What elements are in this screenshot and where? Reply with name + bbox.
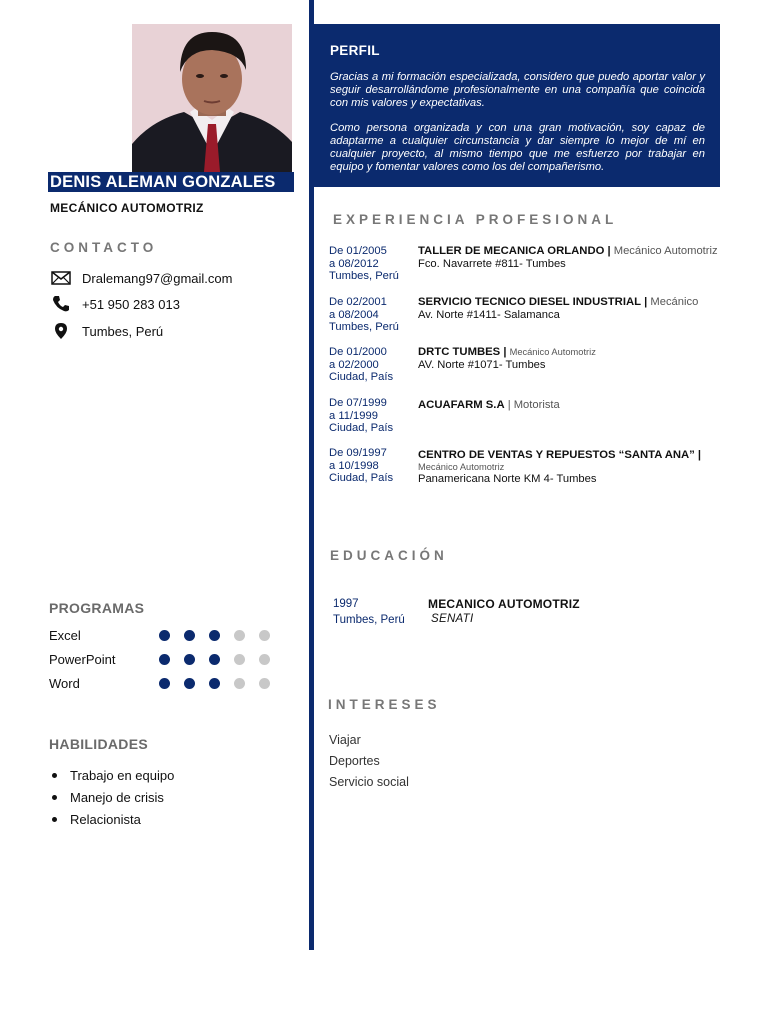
experience-place: Tumbes, Perú [329, 270, 399, 282]
separator: | [697, 449, 702, 461]
experience-place: Ciudad, País [329, 371, 394, 383]
program-rating [159, 630, 284, 641]
experience-start: De 01/2005 [329, 245, 387, 257]
rating-dot-filled [184, 654, 195, 665]
rating-dot-empty [234, 654, 245, 665]
contact-phone[interactable] [50, 296, 180, 312]
experience-start: De 07/1999 [329, 397, 387, 409]
rating-dot-filled [209, 630, 220, 641]
skill-item: Relacionista [52, 808, 174, 830]
rating-dot-filled [184, 630, 195, 641]
contact-heading: CONTACTO [50, 240, 158, 255]
experience-end: a 11/1999 [329, 409, 378, 422]
interest-item: Viajar [329, 733, 361, 747]
experience-end: a 08/2012 [329, 257, 379, 270]
program-label: Excel [49, 628, 81, 643]
program-row [49, 652, 284, 667]
contact-email[interactable] [50, 270, 232, 286]
skill-item: Trabajo en equipo [52, 764, 174, 786]
education-place: Tumbes, Perú [333, 613, 405, 626]
experience-start: De 09/1997 [329, 447, 387, 459]
interests-heading: INTERESES [328, 697, 441, 712]
separator: | [503, 346, 507, 358]
experience-place: Tumbes, Perú [329, 321, 399, 333]
skills-heading: HABILIDADES [49, 736, 148, 752]
rating-dot-filled [159, 654, 170, 665]
rating-dot-filled [184, 678, 195, 689]
rating-dot-empty [259, 630, 270, 641]
profile-photo [132, 24, 292, 172]
experience-end: a 02/2000 [329, 358, 379, 371]
rating-dot-filled [159, 630, 170, 641]
experience-role: Mecánico [650, 296, 699, 308]
interest-item: Deportes [329, 754, 380, 768]
contact-location-text: Tumbes, Perú [82, 323, 164, 339]
education-dates [333, 597, 405, 628]
education-heading: EDUCACIÓN [330, 548, 448, 563]
experience-dates [329, 397, 418, 435]
experience-dates [329, 346, 418, 384]
rating-dot-empty [259, 678, 270, 689]
profile-heading: PERFIL [330, 43, 380, 58]
rating-dot-empty [234, 678, 245, 689]
experience-body [418, 346, 739, 384]
separator: | [607, 245, 611, 257]
program-row [49, 628, 284, 643]
experience-address: Fco. Navarrete #811- Tumbes [418, 257, 566, 270]
experience-address: Panamericana Norte KM 4- Tumbes [418, 472, 597, 485]
profile-paragraph: Como persona organizada y con una gran motivación, soy capaz de adaptarme a cualquier circunstancia y dar siempre lo mejor de mí en cualquier proyecto, al mismo tiempo que me esfuerzo por trabajar en equipo y fomentar valores como los del compañerismo. [330, 122, 705, 173]
experience-dates [329, 296, 418, 334]
rating-dot-empty [259, 654, 270, 665]
program-label: PowerPoint [49, 652, 116, 667]
experience-place: Ciudad, País [329, 472, 394, 484]
contact-email-text: Dralemang97@gmail.com [82, 270, 233, 286]
education-year: 1997 [333, 598, 359, 610]
experience-address: AV. Norte #1071- Tumbes [418, 358, 546, 371]
experience-body [418, 245, 739, 283]
skill-item: Manejo de crisis [52, 786, 174, 808]
experience-place: Ciudad, País [329, 422, 394, 434]
experience-item [329, 447, 739, 485]
envelope-icon [50, 270, 72, 286]
experience-company: ACUAFARM S.A [418, 399, 505, 411]
experience-company: CENTRO DE VENTAS Y REPUESTOS “SANTA ANA” [418, 449, 695, 461]
experience-item [329, 397, 739, 435]
experience-dates [329, 447, 418, 485]
experience-company: DRTC TUMBES [418, 346, 501, 358]
skills-list [52, 764, 174, 830]
contact-location [50, 323, 163, 339]
rating-dot-filled [209, 678, 220, 689]
experience-start: De 02/2001 [329, 296, 387, 308]
program-label: Word [49, 676, 80, 691]
experience-end: a 10/1998 [329, 459, 379, 472]
experience-item [329, 245, 739, 283]
contact-phone-text: +51 950 283 013 [82, 296, 180, 312]
experience-item [329, 346, 739, 384]
programs-heading: PROGRAMAS [49, 600, 145, 616]
interest-item: Servicio social [329, 775, 409, 789]
job-title: MECÁNICO AUTOMOTRIZ [50, 201, 204, 215]
education-school: SENATI [431, 613, 474, 625]
program-rating [159, 678, 284, 689]
candidate-name: DENIS ALEMAN GONZALES [48, 172, 294, 192]
experience-item [329, 296, 739, 334]
separator: | [644, 296, 648, 308]
program-row [49, 676, 284, 691]
experience-end: a 08/2004 [329, 308, 379, 321]
rating-dot-empty [234, 630, 245, 641]
location-pin-icon [50, 323, 72, 339]
experience-role: Mecánico Automotriz [509, 347, 596, 357]
program-rating [159, 654, 284, 665]
experience-role: Mecánico Automotriz [418, 461, 505, 472]
experience-company: TALLER DE MECANICA ORLANDO [418, 245, 605, 257]
phone-icon [50, 296, 72, 312]
experience-heading: EXPERIENCIA PROFESIONAL [333, 212, 618, 227]
rating-dot-filled [209, 654, 220, 665]
experience-address: Av. Norte #1411- Salamanca [418, 308, 560, 321]
experience-body [418, 296, 739, 334]
experience-dates [329, 245, 418, 283]
experience-body [418, 447, 739, 485]
education-title: MECANICO AUTOMOTRIZ [428, 597, 580, 611]
rating-dot-filled [159, 678, 170, 689]
experience-role: Mecánico Automotriz [613, 245, 718, 257]
experience-body [418, 397, 739, 435]
experience-start: De 01/2000 [329, 346, 387, 358]
profile-box [314, 24, 720, 187]
experience-company: SERVICIO TECNICO DIESEL INDUSTRIAL [418, 296, 642, 308]
profile-paragraph: Gracias a mi formación especializada, considero que puedo aportar valor y seguir desarrollándome profesionalmente en una compañía que coincida con mis valores y expectativas. [330, 71, 705, 109]
separator: | [507, 399, 511, 411]
experience-role: Motorista [513, 399, 560, 411]
